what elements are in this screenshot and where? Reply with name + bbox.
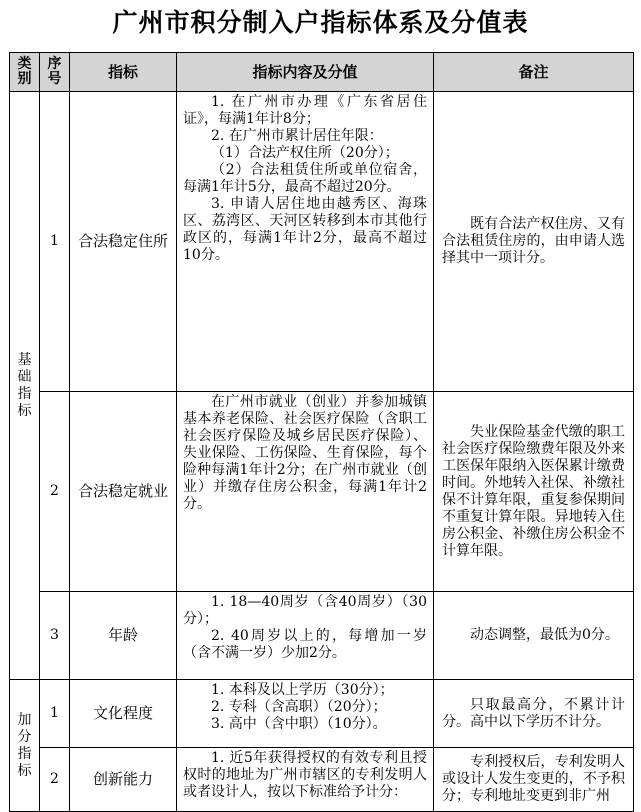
header-content: 指标内容及分值 <box>177 53 434 92</box>
page-title: 广州市积分制入户指标体系及分值表 <box>112 8 529 37</box>
row-content: 1. 18—40周岁（含40周岁）（30分）； 2. 40周岁以上的，每增加一岁（含不满一岁）少加2分。 <box>177 592 434 680</box>
points-table <box>9 52 634 812</box>
row-seq: 2 <box>40 748 70 812</box>
header-note: 备注 <box>434 53 634 92</box>
row-indicator: 文化程度 <box>70 680 177 748</box>
header-category: 类别 <box>10 53 40 92</box>
row-indicator: 创新能力 <box>70 748 177 812</box>
row-content: 1. 近5年获得授权的有效专利且授权时的地址为广州市辖区的专利发明人或者设计人，按以下标准给予计分： <box>177 748 434 812</box>
table-row <box>10 92 634 392</box>
table-header-row <box>10 53 634 92</box>
row-indicator: 合法稳定住所 <box>70 92 177 392</box>
row-note: 只取最高分，不累计计分。高中以下学历不计分。 <box>434 680 634 748</box>
row-seq: 1 <box>40 92 70 392</box>
header-seq: 序号 <box>40 53 70 92</box>
table-row <box>10 748 634 812</box>
header-indicator: 指标 <box>70 53 177 92</box>
row-note: 专利授权后，专利发明人或设计人发生变更的，不予积分；专利地址变更到非广州 <box>434 748 634 812</box>
row-content: 在广州市就业（创业）并参加城镇基本养老保险、社会医疗保险（含职工社会医疗保险及城乡居民医疗保险）、失业保险、工伤保险、生育保险，每个险种每满1年计2分；在广州市就业（创业）并缴存住房公积金，每满1年计2分。 <box>177 392 434 592</box>
row-note: 失业保险基金代缴的职工社会医疗保险缴费年限及外来工医保年限纳入医保累计缴费时间。外地转入社保、补缴社保不计算年限，重复参保期间不重复计算年限。异地转入住房公积金、补缴住房公积金不计算年限。 <box>434 392 634 592</box>
table-row <box>10 392 634 592</box>
row-content: 1. 本科及以上学历（30分）； 2. 专科（含高职）（20分）； 3. 高中（含中职）（10分）。 <box>177 680 434 748</box>
table-row <box>10 680 634 748</box>
row-seq: 2 <box>40 392 70 592</box>
row-note: 动态调整，最低为0分。 <box>434 592 634 680</box>
table-row <box>10 592 634 680</box>
row-seq: 3 <box>40 592 70 680</box>
row-note: 既有合法产权住房、又有合法租赁住房的，由申请人选择其中一项计分。 <box>434 92 634 392</box>
row-indicator: 合法稳定就业 <box>70 392 177 592</box>
category-basic: 基础指标 <box>10 92 40 680</box>
row-seq: 1 <box>40 680 70 748</box>
row-indicator: 年龄 <box>70 592 177 680</box>
row-content: 1. 在广州市办理《广东省居住证》，每满1年计8分； 2. 在广州市累计居住年限： （1）合法产权住所（20分）； （2）合法租赁住所或单位宿舍，每满1年计5分，最高不超过20分。 3. 申请人居住地由越秀区、海珠区、荔湾区、天河区转移到本市其他行政区的，每满1年计2分，最高不超过10分。 <box>177 92 434 392</box>
category-bonus: 加分指标 <box>10 680 40 812</box>
